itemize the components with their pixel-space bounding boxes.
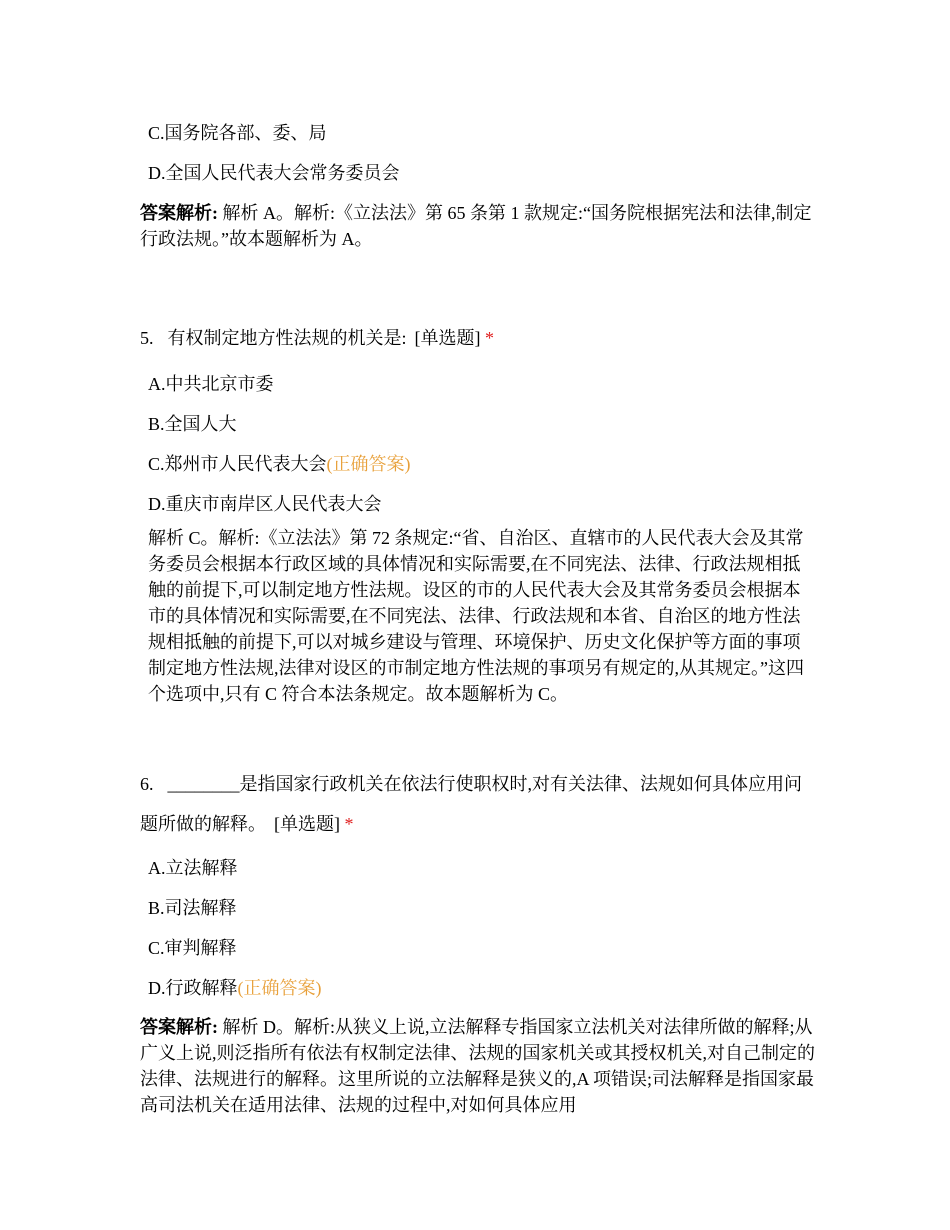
q6-option-b xyxy=(148,896,237,920)
answer-label: 答案解析: xyxy=(140,203,218,223)
q6-answer-explanation xyxy=(140,1014,815,1118)
q5-option-a xyxy=(148,372,274,396)
question-number: 5. xyxy=(140,328,154,348)
question-number: 6. xyxy=(140,774,154,794)
answer-text: 解析 A。解析:《立法法》第 65 条第 1 款规定:“国务院根据宪法和法律,制定行政法规。”故本题解析为 A。 xyxy=(140,203,812,249)
q5-option-c xyxy=(148,452,411,476)
explanation-text: 解析 C。解析:《立法法》第 72 条规定:“省、自治区、直辖市的人民代表大会及其常务委员会根据本行政区域的具体情况和实际需要,在不同宪法、法律、行政法规相抵触的前提下,可以制定地方性法规。设区的市的人民代表大会及其常务委员会根据本市的具体情况和实际需要,在不同宪法、法律、行政法规和本省、自治区的地方性法规相抵触的前提下,可以对城乡建设与管理、环境保护、历史文化保护等方面的事项制定地方性法规,法律对设区的市制定地方性法规的事项另有规定的,从其规定。”这四个选项中,只有 C 符合本法条规定。故本题解析为 C。 xyxy=(148,528,804,704)
answer-label: 答案解析: xyxy=(140,1017,218,1037)
option-text: D.重庆市南岸区人民代表大会 xyxy=(148,494,382,514)
required-mark: * xyxy=(344,814,354,834)
correct-answer-tag: (正确答案) xyxy=(237,978,322,998)
option-text: C.国务院各部、委、局 xyxy=(148,123,327,143)
q6-title xyxy=(140,764,815,844)
q5-explanation xyxy=(148,525,808,707)
question-type: [单选题] xyxy=(414,328,481,348)
question-text: ________是指国家行政机关在依法行使职权时,对有关法律、法规如何具体应用问题所做的解释。 xyxy=(140,774,802,834)
q6-option-a xyxy=(148,856,238,880)
q5-title xyxy=(140,326,494,350)
question-text: 有权制定地方性法规的机关是: xyxy=(167,328,407,348)
option-text: A.中共北京市委 xyxy=(148,374,274,394)
q5-option-b xyxy=(148,412,237,436)
option-text: B.司法解释 xyxy=(148,898,237,918)
option-text: B.全国人大 xyxy=(148,414,237,434)
q4-option-c xyxy=(148,121,327,145)
option-text: D.全国人民代表大会常务委员会 xyxy=(148,163,400,183)
question-type: [单选题] xyxy=(274,814,340,834)
q6-option-c xyxy=(148,936,237,960)
answer-text: 解析 D。解析:从狭义上说,立法解释专指国家立法机关对法律所做的解释;从广义上说,则泛指所有依法有权制定法律、法规的国家机关或其授权机关,对自己制定的法律、法规进行的解释。这里所说的立法解释是狭义的,A 项错误;司法解释是指国家最高司法机关在适用法律、法规的过程中,对如何具体应用 xyxy=(140,1017,815,1115)
q4-option-d xyxy=(148,161,400,185)
correct-answer-tag: (正确答案) xyxy=(326,454,411,474)
q5-option-d xyxy=(148,492,382,516)
q6-option-d xyxy=(148,976,322,1000)
required-mark: * xyxy=(485,328,494,348)
option-text: C.审判解释 xyxy=(148,938,237,958)
option-text: D.行政解释 xyxy=(148,978,238,998)
q4-answer-explanation xyxy=(140,200,815,252)
option-text: C.郑州市人民代表大会 xyxy=(148,454,327,474)
option-text: A.立法解释 xyxy=(148,858,238,878)
